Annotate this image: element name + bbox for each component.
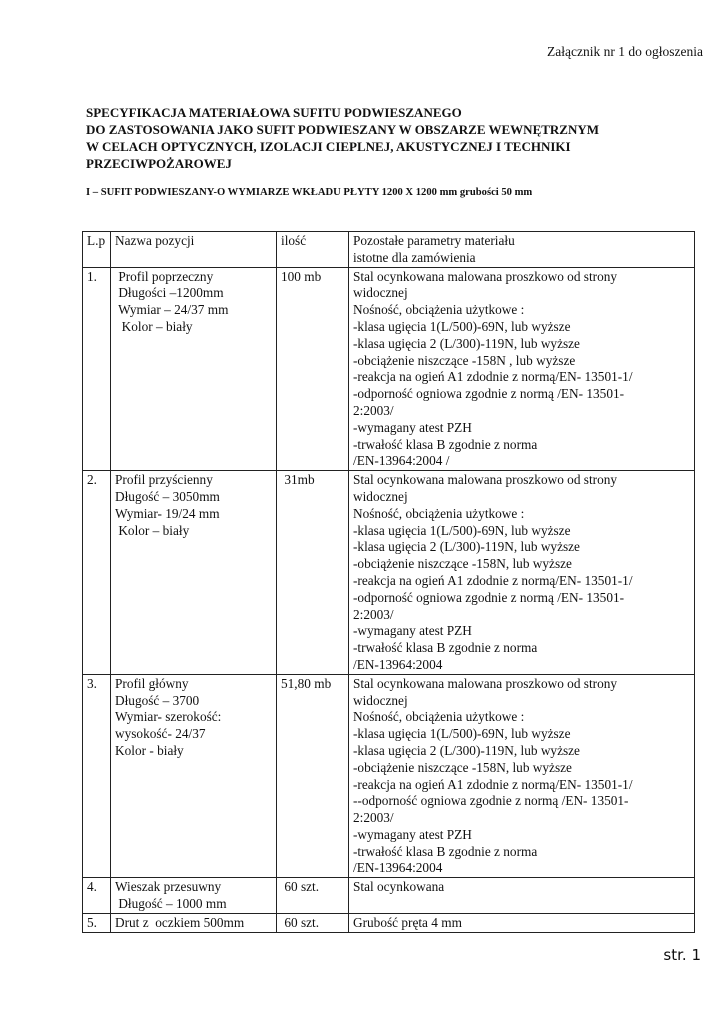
header-params-line: Pozostałe parametry materiału [353,233,515,248]
param-line: widocznej [353,692,408,708]
cell-params [349,878,695,914]
page-number: str. 1 [663,946,701,964]
param-line: Grubość pręta 4 mm [353,914,462,930]
param-line: -reakcja na ogień A1 zdodnie z normą/EN- 13501-1/ [353,369,633,385]
cell-qty: 100 mb [277,267,349,471]
title-line: SPECYFIKACJA MATERIAŁOWA SUFITU PODWIESZANEGO [86,105,462,120]
cell-lp: 3. [83,674,111,878]
cell-name [111,913,277,932]
name-line: Wymiar- 19/24 mm [115,505,220,521]
param-line: 2:2003/ [353,810,394,826]
header-params [349,232,695,268]
param-line: -klasa ugięcia 2 (L/300)-119N, lub wyższe [353,539,580,555]
cell-params [349,913,695,932]
name-line: Długość – 1000 mm [115,896,227,912]
param-line: -klasa ugięcia 2 (L/300)-119N, lub wyższe [353,742,580,758]
param-line: widocznej [353,488,408,504]
param-line: -klasa ugięcia 1(L/500)-69N, lub wyższe [353,318,571,334]
cell-name [111,878,277,914]
param-line: Nośność, obciążenia użytkowe : [353,709,525,725]
param-line: -wymagany atest PZH [353,419,472,435]
param-line: 2:2003/ [353,606,394,622]
param-line: -trwałość klasa B zgodnie z norma [353,640,538,656]
name-line: Profil poprzeczny [115,268,214,284]
table-row [83,878,695,914]
name-line: Długość – 3050mm [115,488,220,504]
cell-lp: 5. [83,913,111,932]
name-line: Długość – 3700 [115,692,200,708]
param-line: widocznej [353,285,408,301]
section-heading: I – SUFIT PODWIESZANY-O WYMIARZE WKŁADU PŁYTY 1200 X 1200 mm grubości 50 mm [86,187,533,198]
cell-qty: 60 szt. [277,913,349,932]
cell-lp: 4. [83,878,111,914]
param-line: -reakcja na ogień A1 zdodnie z normą/EN- 13501-1/ [353,572,633,588]
header-lp: L.p [83,232,111,268]
annex-label: Załącznik nr 1 do ogłoszenia [547,44,703,59]
param-line: -klasa ugięcia 1(L/500)-69N, lub wyższe [353,522,571,538]
name-line: Wymiar- szerokość: [115,709,222,725]
cell-name [111,267,277,471]
table-header-row [83,232,695,268]
title-line: W CELACH OPTYCZNYCH, IZOLACJI CIEPLNEJ, AKUSTYCZNEJ I TECHNIKI [86,139,571,154]
cell-qty: 51,80 mb [277,674,349,878]
name-line: Kolor – biały [115,522,190,538]
param-line: /EN-13964:2004 / [353,453,450,469]
param-line: /EN-13964:2004 [353,656,443,672]
param-line: Stal ocynkowana [353,879,445,895]
cell-name [111,674,277,878]
name-line: Długości –1200mm [115,285,224,301]
name-line: Kolor – biały [115,318,193,334]
param-line: -obciążenie niszczące -158N, lub wyższe [353,759,572,775]
param-line: -odporność ogniowa zgodnie z normą /EN- 13501- [353,386,625,402]
table-row [83,913,695,932]
name-line: Profil przyścienny [115,472,213,488]
document-title [86,104,706,172]
param-line: Stal ocynkowana malowana proszkowo od strony [353,472,618,488]
name-line: Kolor - biały [115,742,184,758]
cell-qty: 60 szt. [277,878,349,914]
table-row [83,674,695,878]
header-qty: ilość [277,232,349,268]
cell-lp: 2. [83,471,111,675]
param-line: -klasa ugięcia 1(L/500)-69N, lub wyższe [353,726,571,742]
cell-params [349,674,695,878]
param-line: -obciążenie niszczące -158N , lub wyższe [353,352,576,368]
param-line: Nośność, obciążenia użytkowe : [353,302,525,318]
table-row [83,267,695,471]
param-line: -obciążenie niszczące -158N, lub wyższe [353,556,572,572]
param-line: Stal ocynkowana malowana proszkowo od strony [353,675,618,691]
title-line: PRZECIWPOŻAROWEJ [86,156,232,171]
header-name: Nazwa pozycji [111,232,277,268]
param-line: /EN-13964:2004 [353,860,443,876]
param-line: -wymagany atest PZH [353,623,472,639]
cell-params [349,471,695,675]
name-line: Drut z oczkiem 500mm [115,914,245,930]
table-row [83,471,695,675]
cell-lp: 1. [83,267,111,471]
param-line: -wymagany atest PZH [353,826,472,842]
name-line: Profil główny [115,675,189,691]
cell-params [349,267,695,471]
specification-table [82,231,695,933]
param-line: -reakcja na ogień A1 zdodnie z normą/EN- 13501-1/ [353,776,633,792]
param-line: Stal ocynkowana malowana proszkowo od strony [353,268,618,284]
param-line: -klasa ugięcia 2 (L/300)-119N, lub wyższe [353,335,580,351]
param-line: --odporność ogniowa zgodnie z normą /EN- 13501- [353,793,629,809]
param-line: -trwałość klasa B zgodnie z norma [353,436,538,452]
param-line: Nośność, obciążenia użytkowe : [353,505,525,521]
param-line: -odporność ogniowa zgodnie z normą /EN- 13501- [353,589,625,605]
header-params-line: istotne dla zamówienia [353,249,476,265]
param-line: 2:2003/ [353,402,394,418]
cell-qty: 31mb [277,471,349,675]
cell-name [111,471,277,675]
title-line: DO ZASTOSOWANIA JAKO SUFIT PODWIESZANY W OBSZARZE WEWNĘTRZNYM [86,122,600,137]
name-line: Wymiar – 24/37 mm [115,302,229,318]
param-line: -trwałość klasa B zgodnie z norma [353,843,538,859]
name-line: wysokość- 24/37 [115,726,206,742]
name-line: Wieszak przesuwny [115,879,222,895]
table-body [83,267,695,932]
